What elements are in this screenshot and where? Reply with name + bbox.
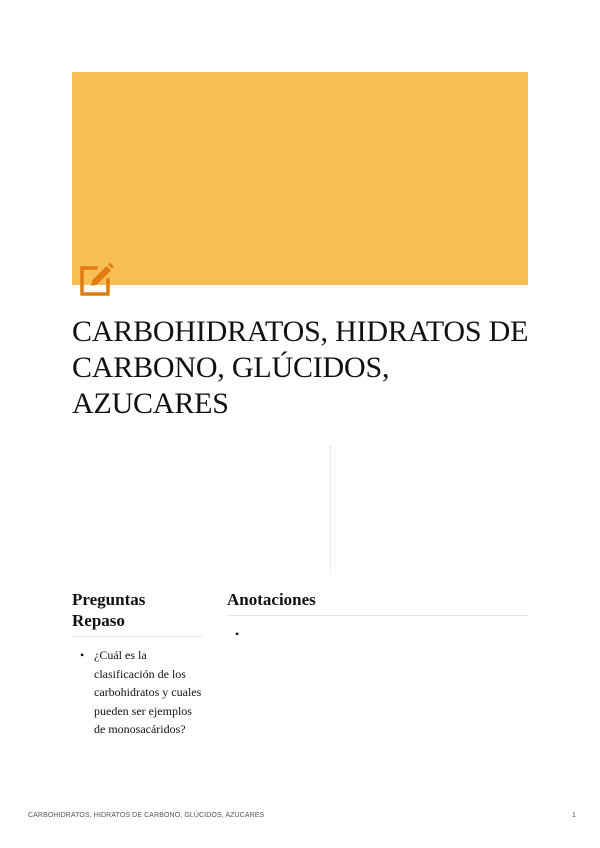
page-footer: [28, 811, 576, 821]
list-item: [80, 646, 202, 739]
notes-heading: Anotaciones: [227, 590, 316, 609]
notes-rule: [227, 615, 528, 616]
column-divider: [330, 446, 331, 572]
questions-list: [72, 646, 202, 739]
bullet-icon: •: [235, 627, 240, 641]
notes-section: [227, 589, 528, 643]
edit-note-icon: [79, 261, 115, 297]
list-item: [235, 625, 528, 643]
questions-rule: [72, 636, 202, 637]
footer-title: CARBOHIDRATOS, HIDRATOS DE CARBONO, GLÚCIDOS, AZUCARES: [28, 812, 265, 819]
questions-heading: Preguntas Repaso: [72, 590, 146, 630]
page-number: 1: [572, 812, 576, 819]
bullet-icon: •: [80, 648, 85, 662]
question-text: ¿Cuál es la clasificación de los carbohidratos y cuales pueden ser ejemplos de monosacáridos?: [94, 648, 202, 736]
page-title: CARBOHIDRATOS, HIDRATOS DE CARBONO, GLÚCIDOS, AZUCARES: [72, 315, 529, 420]
header-banner: [72, 72, 528, 285]
questions-section: [72, 589, 202, 739]
